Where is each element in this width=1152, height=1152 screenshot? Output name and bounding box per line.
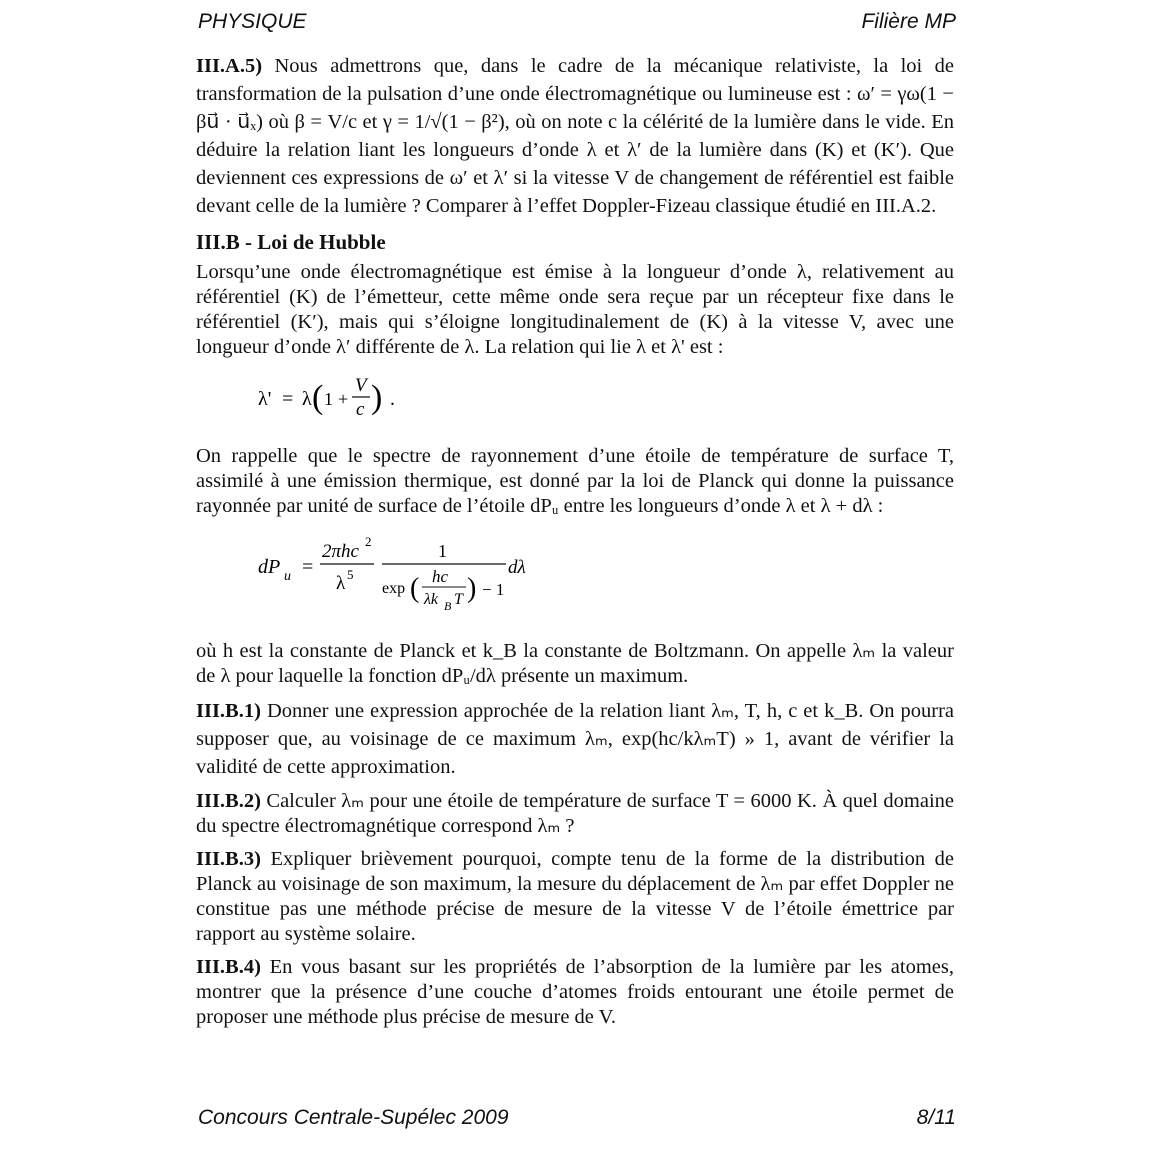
svg-text:=: = (302, 556, 314, 578)
svg-text:B: B (444, 599, 452, 613)
svg-text:λ: λ (336, 573, 346, 594)
header-track: Filière MP (861, 10, 956, 33)
question-III-B-1 (196, 697, 954, 781)
svg-text:λ': λ' (258, 388, 272, 410)
header-subject: PHYSIQUE (198, 10, 307, 33)
svg-text:): ) (467, 573, 477, 604)
svg-text:exp: exp (382, 580, 406, 597)
hubble-relation-equation (256, 374, 516, 422)
svg-text:V: V (355, 375, 367, 396)
svg-text:λk: λk (424, 591, 439, 608)
question-III-A-5 (196, 52, 954, 220)
question-text: Nous admettrons que, dans le cadre de la mécanique relativiste, la loi de transformation de la pulsation d’une onde électromagnétique ou lumineuse est : ω′ = γω(1 − βu⃗ · u⃗ₓ) où β = V/c et γ = 1/√(1 − β²), où on note c la célérité de la lumière dans le vide. En déduire la relation liant les longueurs d’onde λ et λ′ de la lumière dans (K) et (K′). Que deviennent ces expressions de ω′ et λ′ si la vitesse V de changement de référentiel est faible devant celle de la lumière ? Comparer à l’effet Doppler-Fizeau classique étudié en III.A.2. (196, 55, 954, 217)
question-label: III.B.2) (196, 790, 261, 812)
question-III-B-2 (196, 789, 954, 839)
svg-text:λ: λ (302, 388, 312, 410)
svg-text:u: u (284, 569, 291, 584)
question-III-B-3 (196, 847, 954, 947)
question-label: III.A.5) (196, 55, 263, 77)
question-text: Donner une expression approchée de la relation liant λₘ, T, h, c et k_B. On pourra supposer que, au voisinage de ce maximum λₘ, exp(hc/kλₘT) » 1, avant de vérifier la validité de cette approximation. (196, 700, 954, 778)
question-III-B-4 (196, 955, 954, 1030)
question-label: III.B.1) (196, 700, 261, 722)
svg-text:(: ( (312, 379, 324, 416)
question-text: En vous basant sur les propriétés de l’absorption de la lumière par les atomes, montrer que la présence d’une couche d’atomes froids entourant une étoile permet de proposer une méthode plus précise de mesure de V. (196, 956, 954, 1028)
question-text: Expliquer brièvement pourquoi, compte tenu de la forme de la distribution de Planck au voisinage de son maximum, la mesure du déplacement de λₘ par effet Doppler ne constitue pas une méthode précise de mesure de la vitesse V de l’étoile émettrice par rapport au système solaire. (196, 848, 954, 945)
section-heading: III.B - Loi de Hubble (196, 230, 386, 254)
footer-contest: Concours Centrale-Supélec 2009 (198, 1106, 509, 1129)
svg-text:1: 1 (324, 389, 333, 409)
svg-text:hc: hc (432, 567, 449, 586)
svg-text:+: + (338, 389, 349, 409)
svg-text:− 1: − 1 (482, 580, 505, 599)
svg-text:): ) (371, 379, 383, 416)
svg-text:=: = (282, 388, 294, 410)
intro-paragraph-1: Lorsqu’une onde électromagnétique est émise à la longueur d’onde λ, relativement au référentiel (K) de l’émetteur, cette même onde sera reçue par un récepteur fixe dans le référentiel (K′), mais qui s’éloigne longitudinalement de (K) à la vitesse V, avec une longueur d’onde λ′ différente de λ. La relation qui lie λ et λ' est : (196, 261, 954, 358)
question-label: III.B.4) (196, 956, 261, 978)
footer-page-number: 8/11 (916, 1106, 956, 1129)
svg-text:1: 1 (438, 541, 447, 561)
svg-text:2: 2 (365, 534, 372, 549)
svg-text:dλ: dλ (508, 557, 526, 578)
planck-law-equation (256, 533, 576, 617)
question-label: III.B.3) (196, 848, 261, 870)
svg-text:(: ( (410, 573, 420, 604)
intro-paragraph-2: On rappelle que le spectre de rayonnement d’une étoile de température de surface T, assimilé à une émission thermique, est donné par la loi de Planck qui donne la puissance rayonnée par unité de surface de l’étoile dPᵤ entre les longueurs d’onde λ et λ + dλ : (196, 445, 954, 517)
svg-text:5: 5 (347, 567, 354, 582)
intro-paragraph-3: où h est la constante de Planck et k_B la constante de Boltzmann. On appelle λₘ la valeur de λ pour laquelle la fonction dPᵤ/dλ présente un maximum. (196, 640, 954, 687)
svg-text:.: . (390, 388, 395, 410)
svg-text:c: c (356, 399, 365, 420)
question-text: Calculer λₘ pour une étoile de température de surface T = 6000 K. À quel domaine du spectre électromagnétique correspond λₘ ? (196, 790, 954, 837)
svg-text:dP: dP (258, 556, 281, 578)
svg-text:T: T (454, 591, 463, 608)
svg-text:2πhc: 2πhc (322, 541, 359, 562)
page-body (196, 52, 954, 1038)
